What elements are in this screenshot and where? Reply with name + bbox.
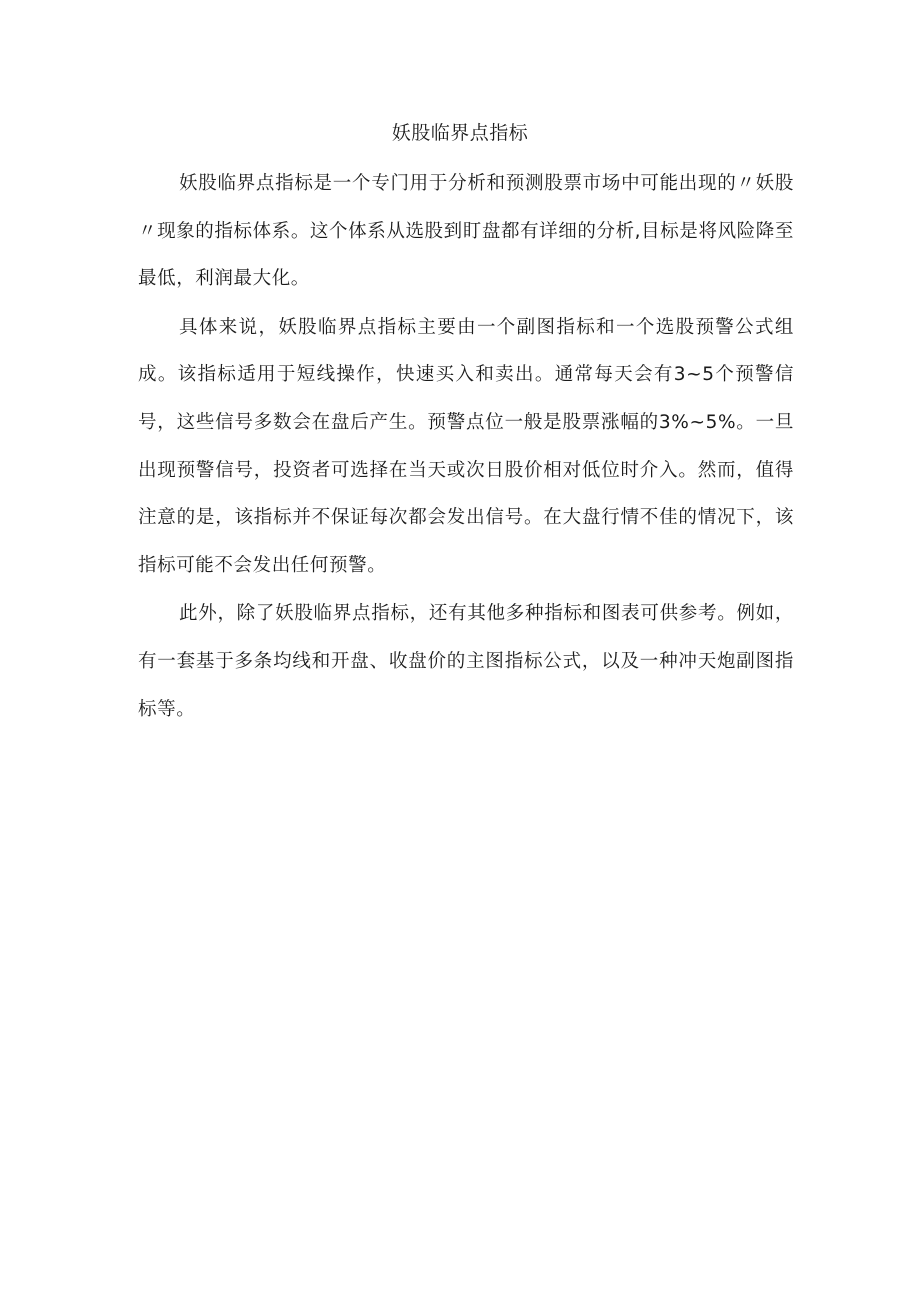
- paragraph-1: 妖股临界点指标是一个专门用于分析和预测股票市场中可能出现的〃妖股〃现象的指标体系。这个体系从选股到盯盘都有详细的分析,目标是将风险降至最低，利润最大化。: [138, 173, 794, 290]
- paragraph-3: 此外，除了妖股临界点指标，还有其他多种指标和图表可供参考。例如，有一套基于多条均线和开盘、收盘价的主图指标公式，以及一种冲天炮副图指标等。: [138, 603, 794, 720]
- paragraph-2: 具体来说，妖股临界点指标主要由一个副图指标和一个选股预警公式组成。该指标适用于短线操作，快速买入和卖出。通常每天会有3~5个预警信号，这些信号多数会在盘后产生。预警点位一般是股票涨幅的3%~5%。一旦出现预警信号，投资者可选择在当天或次日股价相对低位时介入。然而，值得注意的是，该指标并不保证每次都会发出信号。在大盘行情不佳的情况下，该指标可能不会发出任何预警。: [138, 316, 794, 576]
- document-title: 妖股临界点指标: [391, 123, 529, 144]
- document-body: [138, 160, 794, 734]
